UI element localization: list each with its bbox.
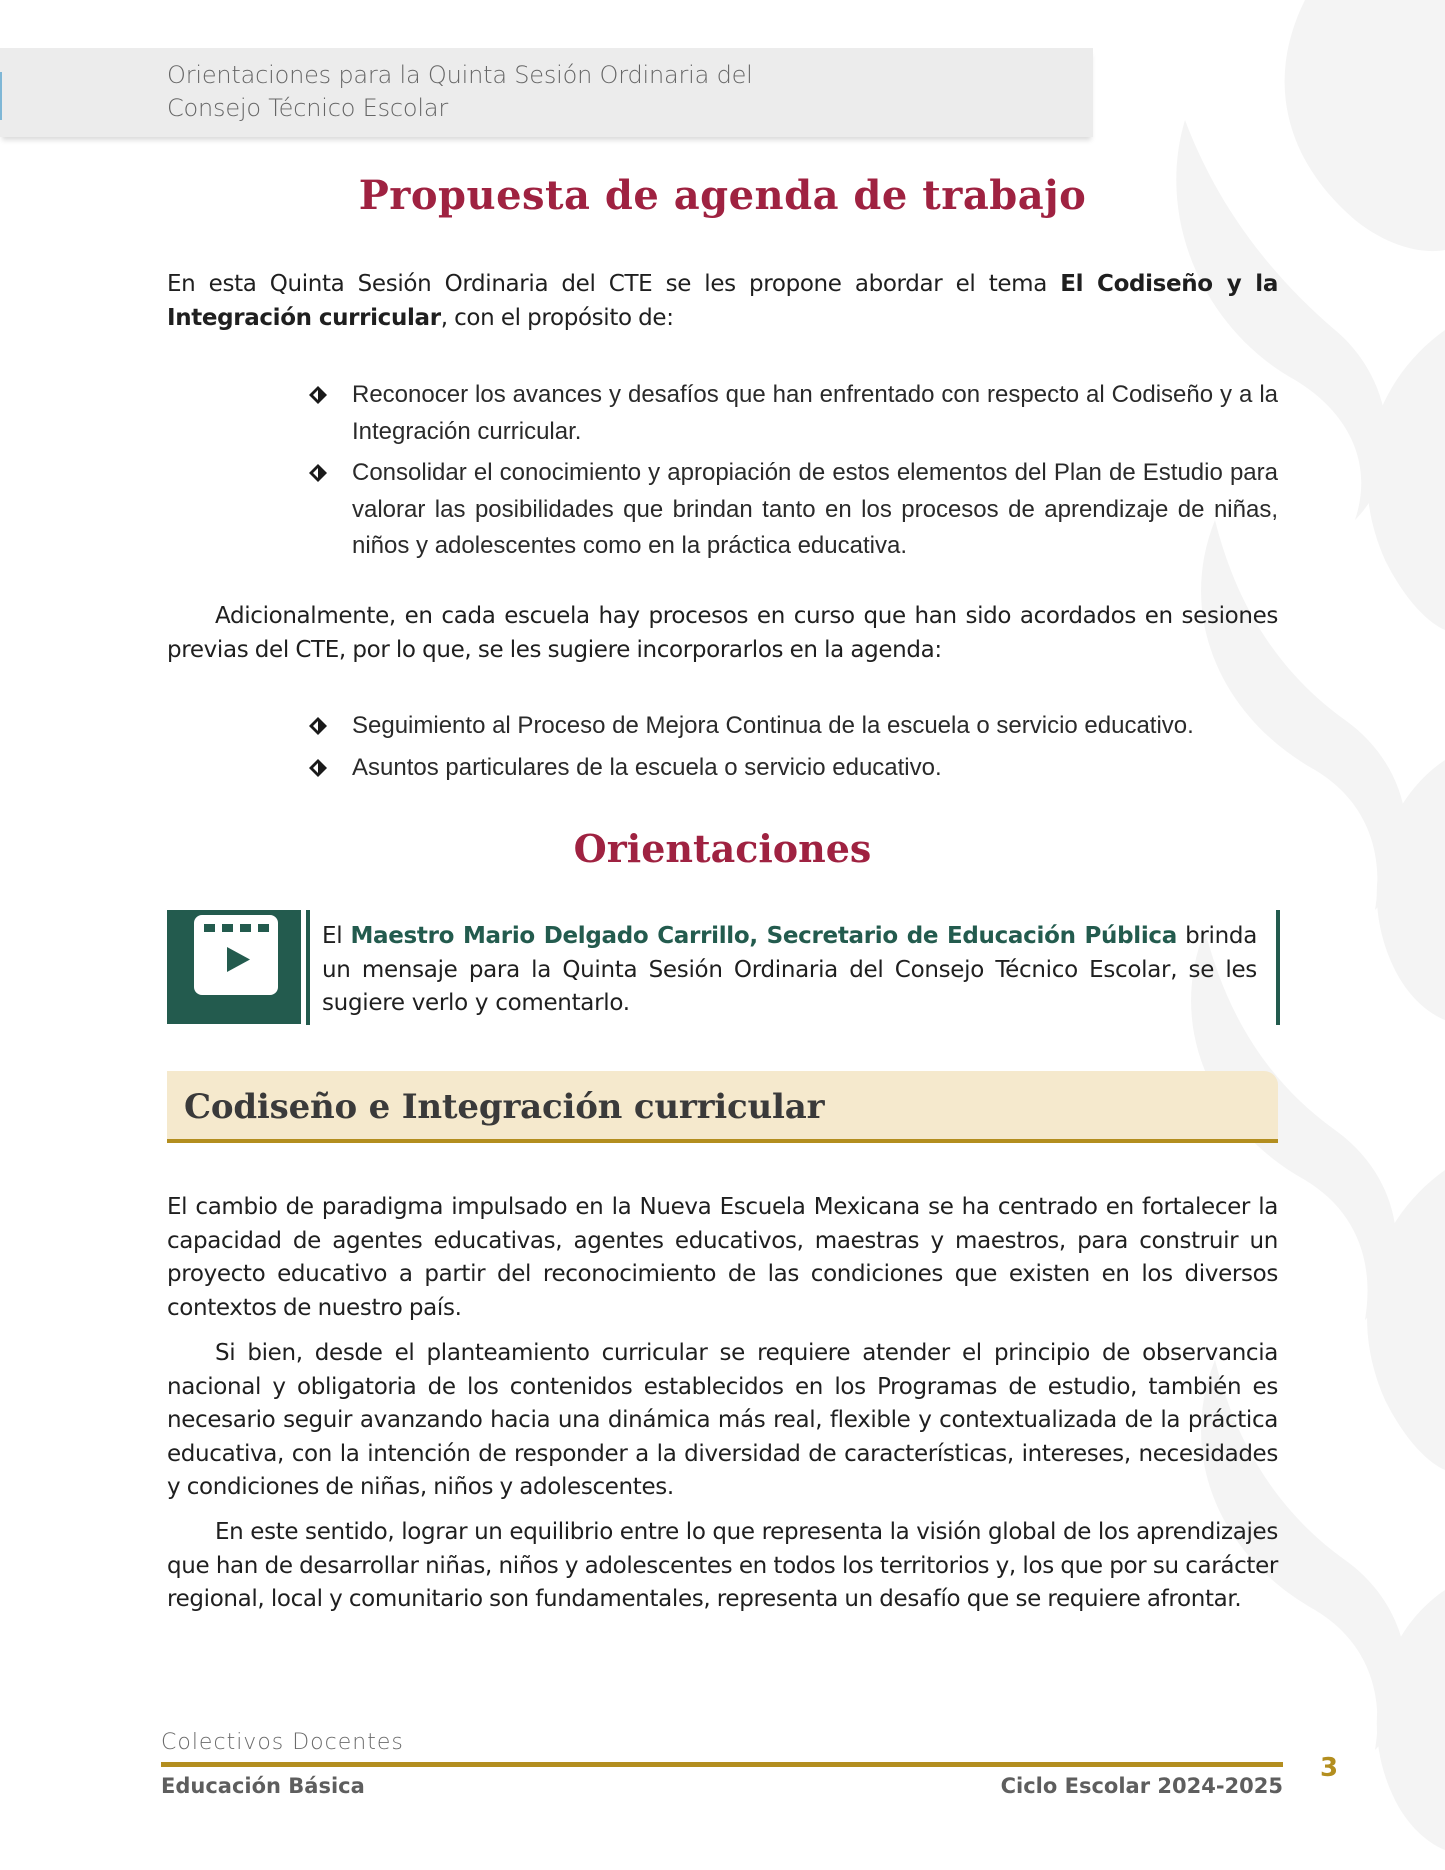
agenda-intro-text: En esta Quinta Sesión Ordinaria del CTE se les propone abordar el tema: [167, 271, 1061, 297]
video-suffix: brinda un mensaje para la Quinta Sesión Ordinaria del Consejo Técnico Escolar, se les sugiere verlo y comentarlo.: [322, 923, 1257, 1016]
diamond-arrow-bullet-icon: [308, 758, 328, 778]
header-title: [167, 59, 753, 125]
footer-level: Educación Básica: [161, 1774, 365, 1798]
page-number: 3: [1320, 1753, 1339, 1783]
diamond-arrow-bullet-icon: [308, 385, 328, 405]
header-accent: [0, 72, 2, 120]
header-title-line-2: Consejo Técnico Escolar: [167, 94, 449, 122]
video-description: [322, 920, 1257, 1021]
purpose-item-text: Reconocer los avances y desafíos que han enfrentado con respecto al Codiseño y a la Integración curricular.: [352, 381, 1278, 445]
footer-school-year: Ciclo Escolar 2024-2025: [1000, 1774, 1283, 1798]
document-header: [0, 48, 1093, 137]
video-callout: [167, 910, 1280, 1025]
section-paragraph: En este sentido, lograr un equilibrio entre lo que representa la visión global de los aprendizajes que han de desarrollar niñas, niños y adolescentes en todos los territorios y, los que por su carácter regional, local y comunitario son fundamentales, representa un desafío que se requiere afrontar.: [167, 1519, 1278, 1612]
footer-label: Colectivos Docentes: [161, 1730, 404, 1755]
section-paragraph: El cambio de paradigma impulsado en la Nueva Escuela Mexicana se ha centrado en fortalecer la capacidad de agentes educativas, agentes educativos, maestras y maestros, para construir un proyecto educativo a partir del reconocimiento de las condiciones que existen en los diversos contextos de nuestro país.: [167, 1194, 1278, 1321]
video-divider: [306, 910, 310, 1025]
section-banner: [167, 1071, 1278, 1143]
diamond-arrow-bullet-icon: [308, 463, 328, 483]
header-title-line-1: Orientaciones para la Quinta Sesión Ordinaria del: [167, 61, 753, 89]
video-icon-block[interactable]: [167, 910, 301, 1024]
additional-item: [303, 750, 1278, 787]
video-speaker: Maestro Mario Delgado Carrillo, Secretario de Educación Pública: [350, 923, 1177, 949]
additional-item: [303, 708, 1278, 745]
section-paragraph: Si bien, desde el planteamiento curricular se requiere atender el principio de observancia nacional y obligatoria de los contenidos establecidos en los Programas de estudio, también es necesario seguir avanzando hacia una dinámica más real, flexible y contextualizada de la práctica educativa, con la intención de responder a la diversidad de características, intereses, necesidades y condiciones de niñas, niños y adolescentes.: [167, 1340, 1278, 1500]
agenda-topic: El Codiseño y la Integración curricular: [167, 271, 1278, 331]
video-right-bar: [1276, 910, 1280, 1025]
additional-list: [303, 708, 1278, 791]
additional-item-text: Asuntos particulares de la escuela o servicio educativo.: [352, 753, 942, 781]
section-title: Codiseño e Integración curricular: [184, 1087, 825, 1127]
purpose-list: [303, 377, 1278, 570]
video-prefix: El: [322, 923, 351, 949]
footer-divider: [161, 1762, 1283, 1767]
purpose-item-text: Consolidar el conocimiento y apropiación de estos elementos del Plan de Estudio para valorar las posibilidades que brindan tanto en los procesos de aprendizaje de niñas, niños y adolescentes como en la práctica educativa.: [352, 459, 1278, 559]
orientaciones-title: Orientaciones: [573, 826, 872, 871]
agenda-title: Propuesta de agenda de trabajo: [358, 172, 1087, 219]
additional-item-text: Seguimiento al Proceso de Mejora Continua de la escuela o servicio educativo.: [352, 712, 1194, 739]
purpose-item: [303, 377, 1278, 450]
purpose-item: [303, 455, 1278, 565]
agenda-intro: [167, 268, 1278, 335]
additional-paragraph: Adicionalmente, en cada escuela hay procesos en curso que han sido acordados en sesiones previas del CTE, por lo que, se les sugiere incorporarlos en la agenda:: [167, 603, 1278, 663]
video-play-icon: [167, 910, 301, 1024]
diamond-arrow-bullet-icon: [308, 716, 328, 736]
agenda-intro-end: , con el propósito de:: [440, 304, 674, 331]
